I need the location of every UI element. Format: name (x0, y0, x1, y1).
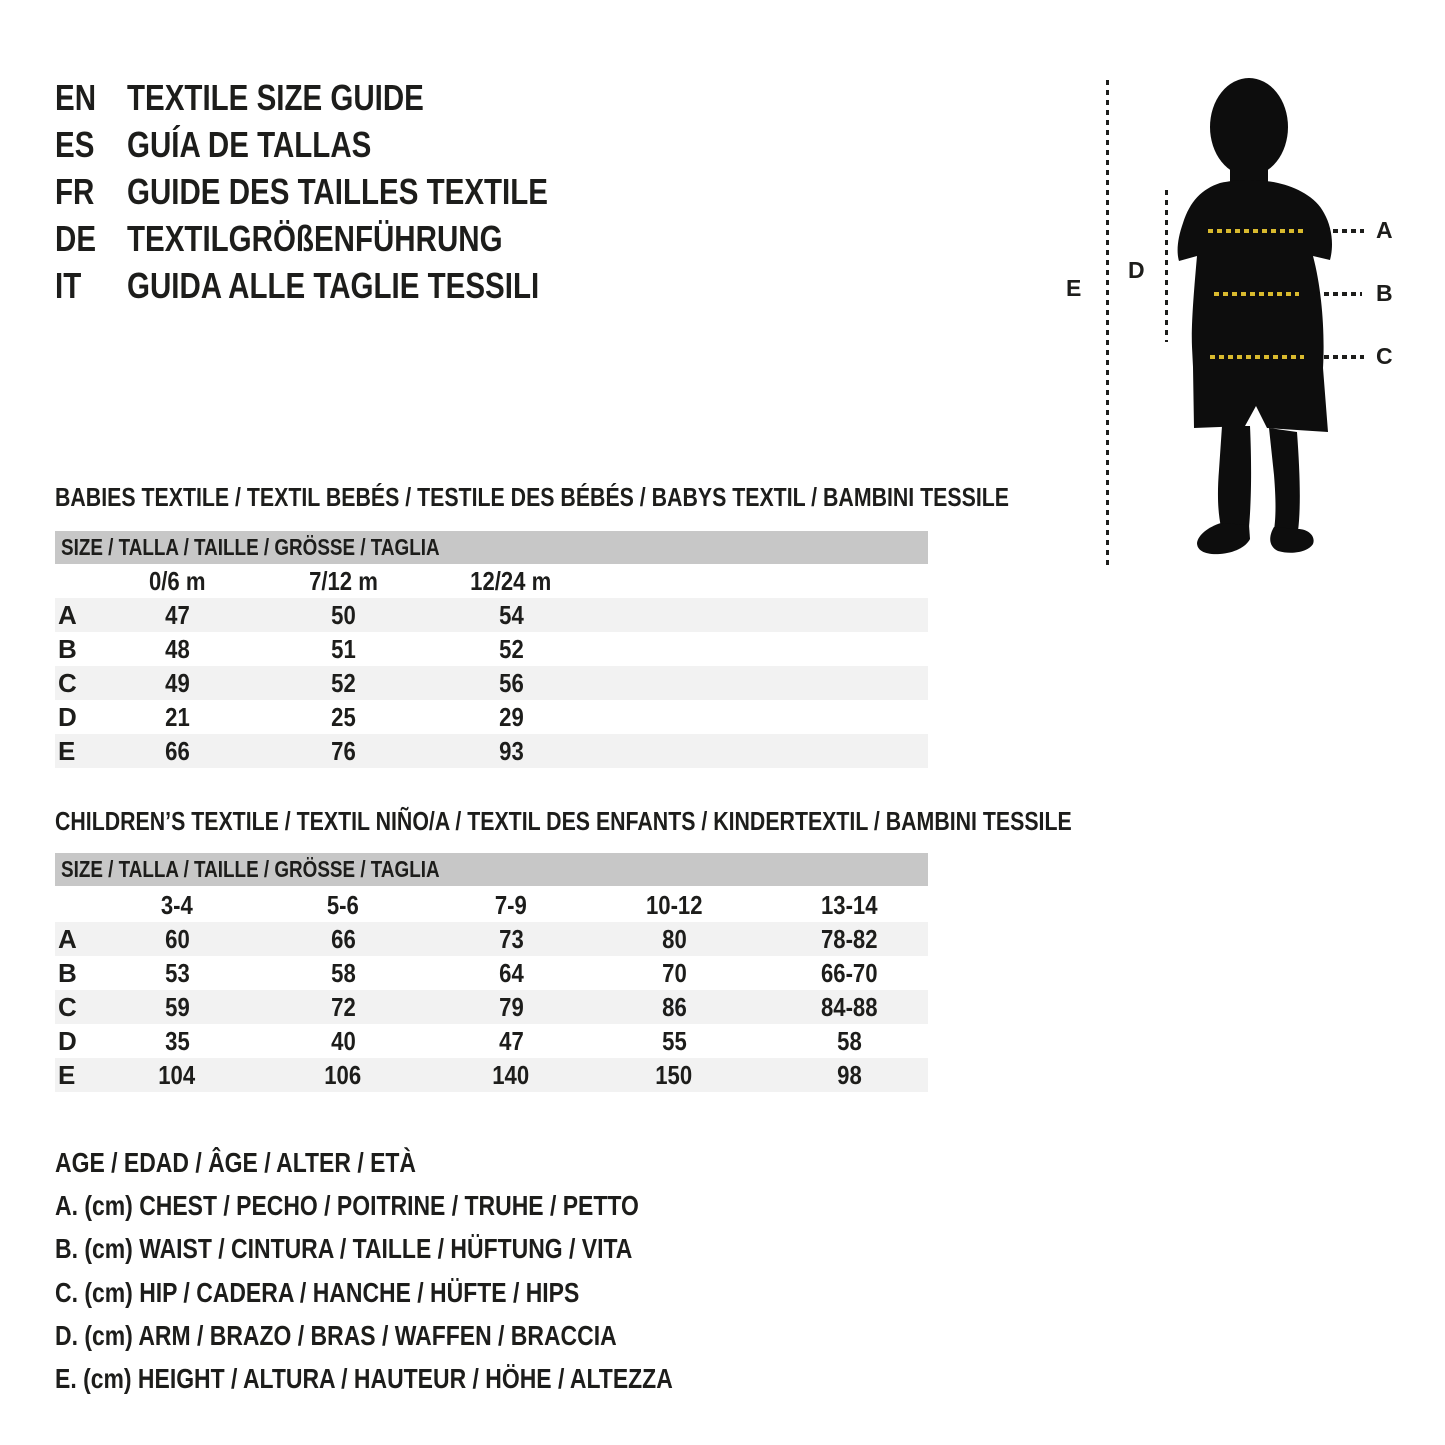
language-row-fr (55, 168, 640, 215)
column-header-label: 13-14 (820, 890, 878, 920)
value-text: 29 (498, 702, 524, 732)
value-text: 72 (330, 992, 356, 1022)
table-row (55, 700, 928, 734)
value-cell (594, 990, 754, 1024)
table-row (55, 956, 928, 990)
value-text: 66 (164, 736, 190, 766)
waist-dash-line-b (1214, 292, 1299, 296)
value-text: 140 (492, 1060, 530, 1090)
value-cell (263, 598, 423, 632)
value-cell (769, 1058, 929, 1092)
table-row (55, 632, 928, 666)
value-text: 86 (661, 992, 687, 1022)
hip-dash-line-c (1210, 355, 1304, 359)
column-header-label: 7/12 m (308, 566, 378, 596)
measure-label-c: C (1376, 343, 1393, 369)
value-text: 79 (498, 992, 524, 1022)
value-cell (431, 700, 591, 734)
babies-size-header-text: SIZE / TALLA / TAILLE / GRÖSSE / TAGLIA (61, 534, 440, 560)
value-text: 35 (164, 1026, 190, 1056)
table-column-header-row (55, 888, 928, 922)
child-silhouette (1170, 75, 1340, 575)
value-cell (594, 1024, 754, 1058)
value-text: 73 (498, 924, 524, 954)
value-cell (769, 922, 929, 956)
value-text: 98 (836, 1060, 862, 1090)
measure-label-d: D (1128, 257, 1145, 283)
value-text: 66 (330, 924, 356, 954)
value-cell (594, 956, 754, 990)
value-text: 93 (498, 736, 524, 766)
value-cell (263, 1024, 423, 1058)
legend-hip-text: C. (cm) HIP / CADERA / HANCHE / HÜFTE / HIPS (55, 1277, 580, 1308)
row-measure-letter: B (58, 634, 77, 664)
column-header-label: 12/24 m (470, 566, 552, 596)
value-text: 51 (330, 634, 356, 664)
value-cell (431, 734, 591, 768)
value-text: 150 (655, 1060, 693, 1090)
row-measure-letter: A (58, 600, 77, 630)
value-cell (263, 990, 423, 1024)
value-text: 66-70 (820, 958, 878, 988)
column-header-cell (769, 888, 929, 922)
value-cell (431, 956, 591, 990)
value-cell (263, 700, 423, 734)
babies-section-heading (55, 482, 1218, 512)
value-cell (769, 956, 929, 990)
value-cell (97, 956, 257, 990)
value-text: 58 (836, 1026, 862, 1056)
value-text: 78-82 (820, 924, 878, 954)
language-code: DE (55, 217, 97, 259)
table-row (55, 598, 928, 632)
language-title-list (55, 74, 640, 309)
value-text: 106 (324, 1060, 362, 1090)
guide-title-en: TEXTILE SIZE GUIDE (127, 76, 424, 118)
column-header-label: 0/6 m (148, 566, 206, 596)
value-cell (97, 632, 257, 666)
value-cell (97, 922, 257, 956)
row-measure-letter: C (58, 668, 77, 698)
value-cell (263, 734, 423, 768)
value-cell (263, 956, 423, 990)
table-row (55, 1024, 928, 1058)
value-text: 56 (498, 668, 524, 698)
babies-size-header-bar (55, 531, 928, 564)
children-size-header-bar (55, 853, 928, 886)
height-measure-line-e (1106, 80, 1109, 570)
value-text: 49 (164, 668, 190, 698)
column-header-cell (263, 888, 423, 922)
column-header-label: 10-12 (645, 890, 703, 920)
value-text: 70 (661, 958, 687, 988)
column-header-cell (97, 564, 257, 598)
column-header-cell (431, 564, 591, 598)
value-cell (431, 1024, 591, 1058)
legend-line-age (55, 1141, 495, 1184)
legend-line-hip (55, 1271, 694, 1314)
value-cell (97, 598, 257, 632)
column-header-label: 3-4 (161, 890, 193, 920)
column-header-cell (431, 888, 591, 922)
value-cell (263, 666, 423, 700)
value-text: 60 (164, 924, 190, 954)
measure-label-a: A (1376, 217, 1393, 243)
value-text: 47 (164, 600, 190, 630)
value-cell (431, 666, 591, 700)
language-code: ES (55, 123, 95, 165)
table-row (55, 666, 928, 700)
value-text: 58 (330, 958, 356, 988)
guide-title-fr: GUIDE DES TAILLES TEXTILE (127, 170, 548, 212)
value-text: 104 (158, 1060, 196, 1090)
children-heading-text: CHILDREN’S TEXTILE / TEXTIL NIÑO/A / TEXTIL DES ENFANTS / KINDERTEXTIL / BAMBINI TESSILE (55, 806, 1072, 836)
table-row (55, 1058, 928, 1092)
value-text: 52 (330, 668, 356, 698)
column-header-cell (97, 888, 257, 922)
value-cell (431, 1058, 591, 1092)
language-row-it (55, 262, 640, 309)
value-cell (263, 1058, 423, 1092)
value-text: 55 (661, 1026, 687, 1056)
arm-measure-line-d (1165, 190, 1168, 342)
value-cell (263, 922, 423, 956)
legend-line-waist (55, 1227, 759, 1270)
table-row (55, 734, 928, 768)
language-code: FR (55, 170, 95, 212)
chest-dash-line-a (1208, 229, 1304, 233)
value-text: 64 (498, 958, 524, 988)
value-text: 53 (164, 958, 190, 988)
value-cell (97, 700, 257, 734)
legend-arm-text: D. (cm) ARM / BRAZO / BRAS / WAFFEN / BRACCIA (55, 1320, 617, 1351)
value-cell (431, 598, 591, 632)
legend-waist-text: B. (cm) WAIST / CINTURA / TAILLE / HÜFTUNG / VITA (55, 1233, 633, 1264)
row-measure-letter: A (58, 924, 77, 954)
value-text: 54 (498, 600, 524, 630)
table-column-header-row (55, 564, 928, 598)
row-measure-letter: E (58, 736, 76, 766)
value-text: 59 (164, 992, 190, 1022)
children-section-heading (55, 806, 1295, 836)
legend-line-chest (55, 1184, 767, 1227)
value-text: 47 (498, 1026, 524, 1056)
language-code: EN (55, 76, 97, 118)
row-measure-letter: B (58, 958, 77, 988)
value-cell (431, 632, 591, 666)
language-code: IT (55, 264, 82, 306)
column-header-label: 5-6 (327, 890, 359, 920)
value-cell (769, 990, 929, 1024)
legend-line-height (55, 1357, 808, 1400)
legend-height-text: E. (cm) HEIGHT / ALTURA / HAUTEUR / HÖHE / ALTEZZA (55, 1363, 673, 1394)
value-cell (769, 1024, 929, 1058)
column-header-label: 7-9 (495, 890, 527, 920)
guide-title-it: GUIDA ALLE TAGLIE TESSILI (127, 264, 540, 306)
value-cell (97, 1058, 257, 1092)
value-cell (97, 734, 257, 768)
value-cell (97, 666, 257, 700)
legend-line-arm (55, 1314, 740, 1357)
children-size-header-text: SIZE / TALLA / TAILLE / GRÖSSE / TAGLIA (61, 856, 440, 882)
row-measure-letter: D (58, 1026, 77, 1056)
value-cell (97, 1024, 257, 1058)
children-size-table (55, 888, 928, 1092)
value-text: 25 (330, 702, 356, 732)
language-row-de (55, 215, 640, 262)
value-text: 50 (330, 600, 356, 630)
row-measure-letter: E (58, 1060, 76, 1090)
value-text: 76 (330, 736, 356, 766)
value-text: 80 (661, 924, 687, 954)
value-cell (431, 922, 591, 956)
language-row-es (55, 121, 640, 168)
value-text: 84-88 (820, 992, 878, 1022)
value-cell (594, 1058, 754, 1092)
value-cell (594, 922, 754, 956)
table-row (55, 990, 928, 1024)
value-text: 48 (164, 634, 190, 664)
value-text: 52 (498, 634, 524, 664)
row-measure-letter: C (58, 992, 77, 1022)
measure-label-e: E (1066, 275, 1082, 301)
column-header-cell (594, 888, 754, 922)
guide-title-de: TEXTILGRÖßENFÜHRUNG (127, 217, 503, 259)
guide-title-es: GUÍA DE TALLAS (127, 123, 372, 165)
babies-size-table (55, 564, 928, 768)
language-row-en (55, 74, 640, 121)
legend-age-text: AGE / EDAD / ÂGE / ALTER / ETÀ (55, 1147, 417, 1178)
legend-chest-text: A. (cm) CHEST / PECHO / POITRINE / TRUHE / PETTO (55, 1190, 639, 1221)
value-cell (97, 990, 257, 1024)
value-cell (431, 990, 591, 1024)
measure-label-b: B (1376, 280, 1393, 306)
value-text: 21 (164, 702, 190, 732)
table-row (55, 922, 928, 956)
row-measure-letter: D (58, 702, 77, 732)
value-cell (263, 632, 423, 666)
babies-heading-text: BABIES TEXTILE / TEXTIL BEBÉS / TESTILE DES BÉBÉS / BABYS TEXTIL / BAMBINI TESSILE (55, 482, 1010, 512)
value-text: 40 (330, 1026, 356, 1056)
column-header-cell (263, 564, 423, 598)
